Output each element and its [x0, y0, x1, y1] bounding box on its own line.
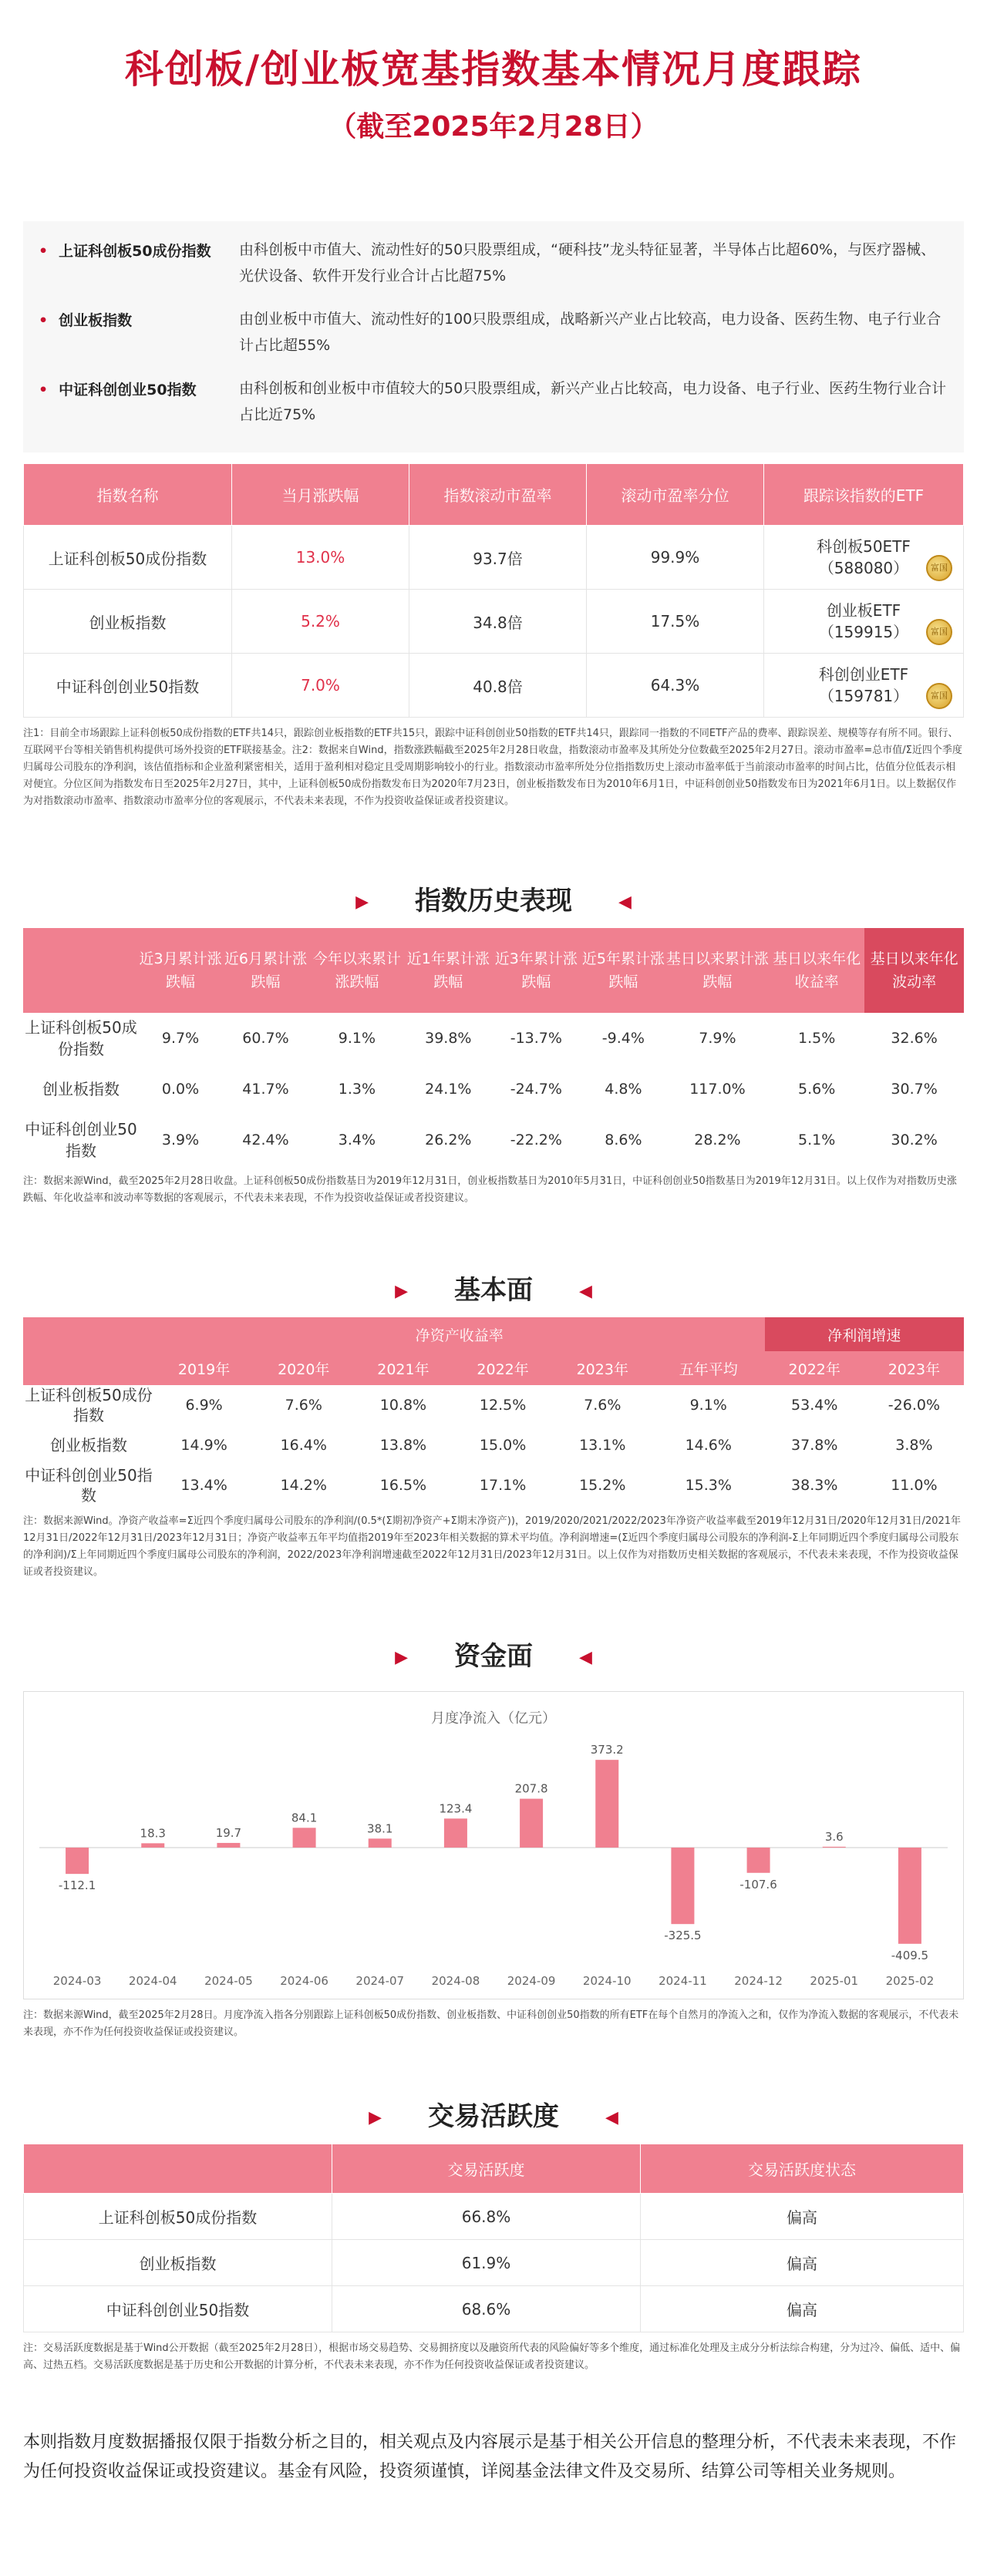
- bar: [520, 1799, 543, 1848]
- etf-code: （159781）: [818, 687, 909, 705]
- table-row: [23, 1385, 964, 1425]
- cell: 3.8%: [895, 1437, 933, 1454]
- table-header-row: [23, 928, 964, 1013]
- rolling-pe: 34.8倍: [409, 590, 587, 654]
- cell: -13.7%: [510, 1030, 562, 1047]
- intro-index-desc: 由科创板中市值大、流动性好的50只股票组成，“硬科技”龙头特征显著，半导体占比超60%，与医疗器械、光伏设备、软件开发行业合计占比超75%: [239, 241, 936, 284]
- etf-cell[interactable]: [764, 654, 964, 718]
- col-header-empty: [23, 928, 139, 1013]
- cell: 14.6%: [685, 1437, 732, 1454]
- cell: 24.1%: [425, 1081, 472, 1098]
- group-header-profit-growth: 净利润增速: [765, 1317, 964, 1351]
- x-tick-label: 2024-05: [204, 1974, 253, 1988]
- intro-index-name: • 中证科创创业50指数: [39, 375, 239, 428]
- cell: 16.4%: [280, 1437, 327, 1454]
- group-header-roe: 净资产收益率: [154, 1317, 765, 1351]
- flows-note: 注：数据来源Wind，截至2025年2月28日。月度净流入指各分别跟踪上证科创板50成份指数、创业板指数、中证科创创业50指数的所有ETF在每个自然月的净流入之和，仅作为净流入数据的客观展示，不代表未来表现，亦不作为任何投资收益保证或投资建议。: [23, 2009, 959, 2038]
- bar: [444, 1818, 467, 1848]
- index-name: 中证科创创业50指数: [25, 1466, 153, 1505]
- data-label: 123.4: [439, 1801, 473, 1816]
- col-header: 交易活跃度: [332, 2144, 641, 2194]
- data-label: 38.1: [367, 1821, 393, 1836]
- x-tick-label: 2025-02: [885, 1974, 935, 1988]
- index-name: 中证科创创业50指数: [24, 2286, 332, 2332]
- table-row: [23, 1465, 964, 1505]
- data-label: 18.3: [140, 1826, 166, 1841]
- cell: 30.7%: [891, 1081, 938, 1098]
- activity-note: 注：交易活跃度数据是基于Wind公开数据（截至2025年2月28日），根据市场交易趋势、交易拥挤度以及融资所代表的风险偏好等多个维度，通过标准化处理及主成分分析法综合构建，分为过冷、偏低、适中、偏高、过热五档。交易活跃度数据是基于历史和公开数据的计算分析，不代表未来表现，亦不作为任何投资收益保证或者投资建议。: [23, 2342, 961, 2371]
- triangle-left-icon: ◀: [579, 1648, 592, 1667]
- index-name: 上证科创板50成份指数: [24, 2194, 332, 2240]
- table-row: [24, 2194, 964, 2240]
- rolling-pe: 40.8倍: [409, 654, 587, 718]
- page-title: 科创板/创业板宽基指数基本情况月度跟踪: [124, 47, 863, 92]
- data-label: -107.6: [739, 1877, 777, 1892]
- cell: 42.4%: [242, 1132, 289, 1148]
- bar: [671, 1848, 694, 1924]
- x-tick-label: 2024-10: [582, 1974, 632, 1988]
- cell: 14.9%: [180, 1437, 227, 1454]
- data-label: 3.6: [824, 1829, 844, 1844]
- cell: 1.5%: [798, 1030, 836, 1047]
- chart-title: 月度净流入（亿元）: [431, 1710, 556, 1727]
- cell: 30.2%: [891, 1132, 938, 1148]
- bar: [823, 1847, 846, 1848]
- index-name: 上证科创板50成份指数: [25, 1386, 153, 1424]
- intro-index-name: • 创业板指数: [39, 306, 239, 358]
- bar: [898, 1848, 921, 1944]
- cell: 5.6%: [798, 1081, 836, 1098]
- x-tick-label: 2024-12: [734, 1974, 783, 1988]
- table-row: [23, 1064, 964, 1115]
- col-header: 2021年: [353, 1351, 453, 1385]
- intro-index-desc: 由创业板中市值大、流动性好的100只股票组成，战略新兴产业占比较高，电力设备、医药生物、电子行业合计占比超55%: [239, 311, 942, 354]
- disclaimer: 本则指数月度数据播报仅限于指数分析之目的，相关观点及内容展示是基于相关公开信息的整理分析，不代表未来表现，不作为任何投资收益保证或投资建议。基金有风险，投资须谨慎，详阅基金法律文件及交易所、结算公司等相关业务规则。: [23, 2433, 957, 2481]
- table-header-row: [24, 464, 964, 526]
- col-header: 2023年: [553, 1351, 652, 1385]
- index-name: 中证科创创业50指数: [24, 654, 232, 718]
- cell: 5.1%: [798, 1132, 836, 1148]
- col-header: 指数名称: [24, 464, 232, 526]
- etf-name: 科创板50ETF: [817, 537, 911, 556]
- section-title-text: 交易活跃度: [428, 2101, 559, 2132]
- history-table: [23, 928, 964, 1165]
- cell: 7.6%: [285, 1397, 322, 1414]
- data-label: -409.5: [891, 1948, 929, 1962]
- x-tick-label: 2024-03: [52, 1974, 102, 1988]
- cell: 7.6%: [584, 1397, 622, 1414]
- data-label: -325.5: [664, 1929, 702, 1943]
- pe-percentile: 99.9%: [587, 526, 764, 590]
- etf-name: 创业板ETF: [826, 601, 901, 620]
- cell: 16.5%: [379, 1477, 427, 1494]
- col-header-empty: [23, 1351, 154, 1385]
- col-header: 基日以来年化收益率: [769, 928, 864, 1013]
- col-header: 近6月累计涨跌幅: [222, 928, 309, 1013]
- x-tick-label: 2024-04: [128, 1974, 177, 1988]
- page-title-block: [0, 0, 987, 144]
- cell: 11.0%: [891, 1477, 938, 1494]
- index-name: 上证科创板50成份指数: [24, 526, 232, 590]
- data-label: -112.1: [58, 1878, 96, 1893]
- col-header: 近1年累计涨跌幅: [405, 928, 492, 1013]
- cell: -24.7%: [510, 1081, 562, 1098]
- section-title-text: 资金面: [454, 1641, 533, 1672]
- etf-name: 科创创业ETF: [818, 665, 909, 684]
- cell: 117.0%: [689, 1081, 746, 1098]
- bar: [369, 1838, 392, 1848]
- cell: 13.8%: [379, 1437, 427, 1454]
- cell: 39.8%: [425, 1030, 472, 1047]
- index-name: 创业板指数: [42, 1080, 120, 1098]
- section-title-activity: [0, 2095, 987, 2133]
- col-header: 基日以来累计涨跌幅: [666, 928, 769, 1013]
- overview-note: 注1：目前全市场跟踪上证科创板50成份指数的ETF共14只，跟踪创业板指数的ETF共15只，跟踪中证科创创业50指数的ETF共14只，跟踪同一指数的不同ETF产品的费率、跟踪误差、规模等存有所不同。银行、互联网平台等相关销售机构提供可场外投资的ETF联接基金。注2：数据来自Wind，指数涨跌幅截至2025年2月28日收盘，指数滚动市盈率及其所处分位数截至2025年2月27日。滚动市盈率=总市值/Σ近四个季度归属母公司股东的净利润，该估值指标和企业盈利紧密相关，适用于盈利相对稳定且受周期影响较小的行业。指数滚动市盈率所处分位指指数历史上滚动市盈率低于当前滚动市盈率的时间占比，估值分位低表示相对便宜。分位区间为指数发布日至2025年2月27日，其中，上证科创板50成份指数发布日为2020年7月23日，创业板指数发布日为2010年6月1日，中证科创创业50指数发布日为2021年6月1日。以上数据仅作为对指数滚动市盈率、指数滚动市盈率分位的客观展示，不代表未来表现，不作为投资收益保证或者投资建议。: [23, 728, 962, 807]
- fund-badge-icon: 富国: [926, 683, 952, 709]
- data-label: 19.7: [215, 1825, 242, 1840]
- bar: [66, 1848, 89, 1874]
- index-name: 创业板指数: [50, 1436, 127, 1454]
- pe-percentile: 17.5%: [587, 590, 764, 654]
- section-title-fundamentals: [0, 1269, 987, 1306]
- intro-index-desc: 由科创板和创业板中市值较大的50只股票组成，新兴产业占比较高，电力设备、电子行业、医药生物行业合计占比近75%: [239, 380, 947, 423]
- col-header-empty: [24, 2144, 332, 2194]
- index-intro: [23, 221, 964, 452]
- data-label: 84.1: [291, 1811, 318, 1825]
- cell: 8.6%: [605, 1132, 642, 1148]
- table-row: [24, 2286, 964, 2332]
- col-header: 近3年累计涨跌幅: [492, 928, 581, 1013]
- activity-value: 61.9%: [332, 2240, 641, 2286]
- pe-percentile: 64.3%: [587, 654, 764, 718]
- x-tick-label: 2024-11: [659, 1974, 707, 1988]
- table-row: [24, 590, 964, 654]
- col-header: 2023年: [864, 1351, 964, 1385]
- bar: [747, 1848, 770, 1873]
- table-row: [24, 526, 964, 590]
- activity-status: 偏高: [641, 2286, 964, 2332]
- rolling-pe: 93.7倍: [409, 526, 587, 590]
- cell: 9.7%: [161, 1030, 200, 1047]
- cell: 14.2%: [280, 1477, 327, 1494]
- triangle-left-icon: ◀: [618, 893, 632, 912]
- triangle-right-icon: ▶: [369, 2108, 382, 2127]
- bar: [293, 1828, 316, 1848]
- cell: 12.5%: [479, 1397, 527, 1414]
- monthly-change: 7.0%: [232, 654, 409, 718]
- section-title-text: 指数历史表现: [415, 886, 572, 916]
- cell: 60.7%: [242, 1030, 289, 1047]
- cell: 32.6%: [891, 1030, 938, 1047]
- table-header-row: [24, 2144, 964, 2194]
- fundamentals-note: 注：数据来源Wind。净资产收益率=Σ近四个季度归属母公司股东的净利润/(0.5*(Σ期初净资产+Σ期末净资产))，2019/2020/2021/2022/2023年净资产收益率截至2019年12月31日/2020年12月31日/2021年12月31日/2022年12月31日/2023年12月31日；净资产收益率五年平均值指2019年至2023年相关数据的算术平均值。净利润增速=(Σ近四个季度归属母公司股东的净利润-Σ上年同期近四个季度归属母公司股东的净利润)/Σ上年同期近四个季度归属母公司股东的净利润，2022/2023年净利润增速截至2022年12月31日/2023年12月31日。以上仅作为对指数历史相关数据的客观展示，不代表未来表现，不作为投资收益保证或者投资建议。: [23, 1515, 962, 1578]
- col-header: 跟踪该指数的ETF: [764, 464, 964, 526]
- intro-index-name: • 上证科创板50成份指数: [39, 237, 239, 289]
- section-title-history: [0, 879, 987, 917]
- cell: 13.1%: [579, 1437, 626, 1454]
- net-inflow-chart: [23, 1691, 964, 1999]
- triangle-right-icon: ▶: [355, 893, 369, 912]
- index-name: 创业板指数: [24, 2240, 332, 2286]
- table-row: [24, 654, 964, 718]
- col-header: 2020年: [254, 1351, 353, 1385]
- fund-badge-icon: 富国: [926, 555, 952, 581]
- triangle-right-icon: ▶: [395, 1282, 408, 1301]
- x-tick-label: 2025-01: [810, 1974, 859, 1988]
- col-header: 近3月累计涨跌幅: [139, 928, 222, 1013]
- intro-row: [39, 306, 948, 358]
- history-note: 注：数据来源Wind，截至2025年2月28日收盘。上证科创板50成份指数基日为2019年12月31日，创业板指数基日为2010年5月31日，中证科创创业50指数基日为2019年12月31日。以上仅作为对指数历史涨跌幅、年化收益率和波动率等数据的客观展示，不代表未来表现，不作为投资收益保证或者投资建议。: [23, 1175, 957, 1204]
- cell: 3.4%: [338, 1132, 376, 1148]
- x-tick-label: 2024-07: [355, 1974, 405, 1988]
- cell: 38.3%: [791, 1477, 838, 1494]
- table-row: [23, 1013, 964, 1064]
- activity-status: 偏高: [641, 2194, 964, 2240]
- cell: 1.3%: [338, 1081, 376, 1098]
- cell: 41.7%: [242, 1081, 289, 1098]
- cell: 4.8%: [605, 1081, 642, 1098]
- activity-value: 68.6%: [332, 2286, 641, 2332]
- triangle-left-icon: ◀: [605, 2108, 618, 2127]
- fundamentals-table: [23, 1317, 964, 1505]
- col-header: 2022年: [765, 1351, 864, 1385]
- cell: 53.4%: [791, 1397, 838, 1414]
- activity-table: [23, 2144, 964, 2332]
- cell: 15.0%: [479, 1437, 527, 1454]
- table-header-row: [23, 1317, 964, 1351]
- table-subheader-row: [23, 1351, 964, 1385]
- section-title-flows: [0, 1635, 987, 1673]
- cell: 15.2%: [579, 1477, 626, 1494]
- cell: -9.4%: [601, 1030, 645, 1047]
- etf-code: （159915）: [818, 623, 909, 641]
- table-row: [23, 1425, 964, 1465]
- col-header: 交易活跃度状态: [641, 2144, 964, 2194]
- col-header: 基日以来年化波动率: [864, 928, 964, 1013]
- net-inflow-chart-svg: [24, 1692, 963, 1999]
- monthly-change: 13.0%: [232, 526, 409, 590]
- fund-badge-icon: 富国: [926, 619, 952, 645]
- index-name: 上证科创板50成份指数: [25, 1018, 137, 1058]
- x-tick-label: 2024-06: [280, 1974, 328, 1988]
- x-tick-label: 2024-09: [507, 1974, 556, 1988]
- cell: -26.0%: [888, 1397, 940, 1414]
- intro-row: [39, 237, 948, 289]
- cell: 26.2%: [425, 1132, 472, 1148]
- col-header: 五年平均: [652, 1351, 765, 1385]
- col-header: 近5年累计涨跌幅: [581, 928, 666, 1013]
- triangle-right-icon: ▶: [395, 1648, 408, 1667]
- table-row: [23, 1115, 964, 1165]
- col-header: 2019年: [154, 1351, 254, 1385]
- cell: 10.8%: [379, 1397, 427, 1414]
- col-header: 滚动市盈率分位: [587, 464, 764, 526]
- data-label: 373.2: [590, 1743, 624, 1757]
- col-header: 当月涨跌幅: [232, 464, 409, 526]
- etf-cell[interactable]: [764, 590, 964, 654]
- col-header: 今年以来累计涨跌幅: [309, 928, 405, 1013]
- cell: 15.3%: [685, 1477, 732, 1494]
- etf-code: （588080）: [818, 559, 909, 577]
- index-name: 中证科创创业50指数: [25, 1120, 137, 1160]
- cell: 13.4%: [180, 1477, 227, 1494]
- data-label: 207.8: [514, 1781, 548, 1796]
- bar: [595, 1760, 618, 1848]
- monthly-change: 5.2%: [232, 590, 409, 654]
- bar: [141, 1843, 164, 1848]
- cell: 6.9%: [185, 1397, 223, 1414]
- section-title-text: 基本面: [454, 1275, 533, 1306]
- x-tick-label: 2024-08: [431, 1974, 480, 1988]
- cell: -22.2%: [510, 1132, 562, 1148]
- col-header: 指数滚动市盈率: [409, 464, 587, 526]
- cell: 9.1%: [689, 1397, 727, 1414]
- cell: 0.0%: [161, 1081, 200, 1098]
- overview-table: [23, 463, 964, 718]
- page-subtitle: （截至2025年2月28日）: [328, 111, 659, 143]
- cell: 3.9%: [161, 1132, 200, 1148]
- etf-cell[interactable]: [764, 526, 964, 590]
- bar: [217, 1843, 240, 1848]
- cell: 28.2%: [694, 1132, 741, 1148]
- cell: 17.1%: [479, 1477, 527, 1494]
- activity-value: 66.8%: [332, 2194, 641, 2240]
- cell: 9.1%: [338, 1030, 376, 1047]
- col-header-empty: [23, 1317, 154, 1351]
- col-header: 2022年: [453, 1351, 553, 1385]
- cell: 37.8%: [791, 1437, 838, 1454]
- table-row: [24, 2240, 964, 2286]
- index-name: 创业板指数: [24, 590, 232, 654]
- triangle-left-icon: ◀: [579, 1282, 592, 1301]
- intro-row: [39, 375, 948, 428]
- cell: 7.9%: [699, 1030, 736, 1047]
- activity-status: 偏高: [641, 2240, 964, 2286]
